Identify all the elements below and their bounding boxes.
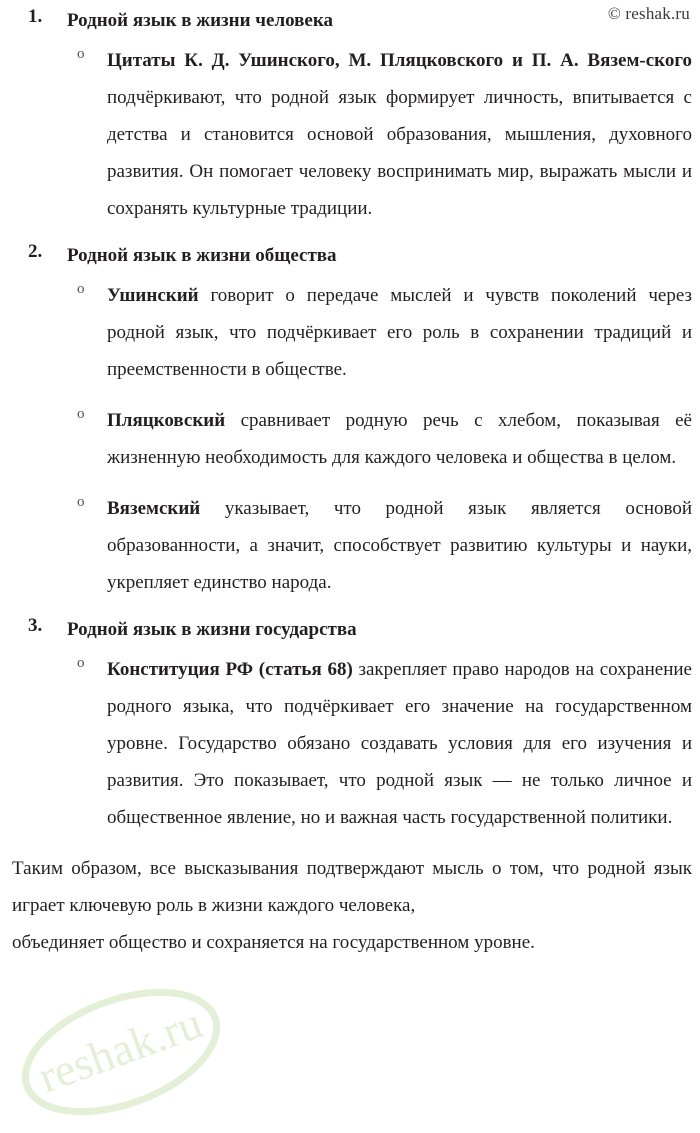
outline-section-1 (10, 6, 692, 227)
list-item (67, 42, 692, 227)
reshak-watermark (6, 977, 236, 1127)
section-number: 3. (28, 615, 43, 636)
section-bullets (67, 42, 692, 227)
list-item (67, 490, 692, 601)
bullet-marker: o (77, 406, 85, 422)
section-number: 2. (28, 241, 43, 262)
bullet-text: подчёркивают, что родной язык формирует личность, впитывается с детства и становится основой образования, мышления, духовного развития. Он помогает человеку воспринимать мир, выражать мысли и сохранять культурные традиции. (107, 87, 692, 219)
bullet-paragraph (107, 651, 692, 836)
bullet-text: указывает, что родной язык является основой образованности, а значит, способствует развитию культуры и науки, укрепляет единство народа. (107, 498, 692, 593)
section-heading: Родной язык в жизни человека (67, 10, 333, 31)
section-heading: Родной язык в жизни государства (67, 619, 357, 640)
section-bullets (67, 277, 692, 601)
list-item (67, 402, 692, 476)
bullet-lead: Вяземский (107, 498, 201, 519)
section-heading: Родной язык в жизни общества (67, 245, 337, 266)
bullet-marker: o (77, 655, 85, 671)
list-item (67, 651, 692, 836)
bullet-lead: Ушинский (107, 285, 199, 306)
bullet-marker: o (77, 281, 85, 297)
closing-last-line: объединяет общество и сохраняется на государственном уровне. (12, 932, 535, 953)
bullet-text: сравнивает родную речь с хлебом, показывая её жизненную необходимость для каждого человека и общества в целом. (107, 410, 692, 468)
bullet-text: закрепляет право народов на сохранение родного языка, что подчёркивает его значение на государственном уровне. Государство обязано создавать условия для его изучения и развития. Это показывает, что родной язык — не только личное и общественное явление, но и важная часть государственной политики. (107, 659, 692, 828)
bullet-paragraph (107, 402, 692, 476)
bullet-text: говорит о передаче мыслей и чувств поколений через родной язык, что подчёркивает его роль в сохранении традиций и преемственности в обществе. (107, 285, 692, 380)
list-item (67, 277, 692, 388)
bullet-paragraph (107, 490, 692, 601)
bullet-marker: o (77, 494, 85, 510)
bullet-lead: Пляцковский (107, 410, 226, 431)
bullet-paragraph (107, 42, 692, 227)
closing-paragraph (10, 850, 692, 961)
bullet-marker: o (77, 46, 85, 62)
bullet-lead: Конституция РФ (статья 68) (107, 659, 353, 680)
answer-outline (10, 6, 692, 836)
bullet-paragraph (107, 277, 692, 388)
svg-text:reshak.ru: reshak.ru (31, 996, 209, 1103)
section-bullets (67, 651, 692, 836)
outline-section-2 (10, 241, 692, 601)
closing-text: Таким образом, все высказывания подтверждают мысль о том, что родной язык играет ключевую роль в жизни каждого человека, (12, 858, 692, 916)
section-number: 1. (28, 6, 43, 27)
bullet-lead: Цитаты К. Д. Ушинского, М. Пляцковского и П. А. Вязем-ского (107, 50, 692, 71)
outline-section-3 (10, 615, 692, 836)
copyright-notice: © reshak.ru (607, 4, 690, 23)
